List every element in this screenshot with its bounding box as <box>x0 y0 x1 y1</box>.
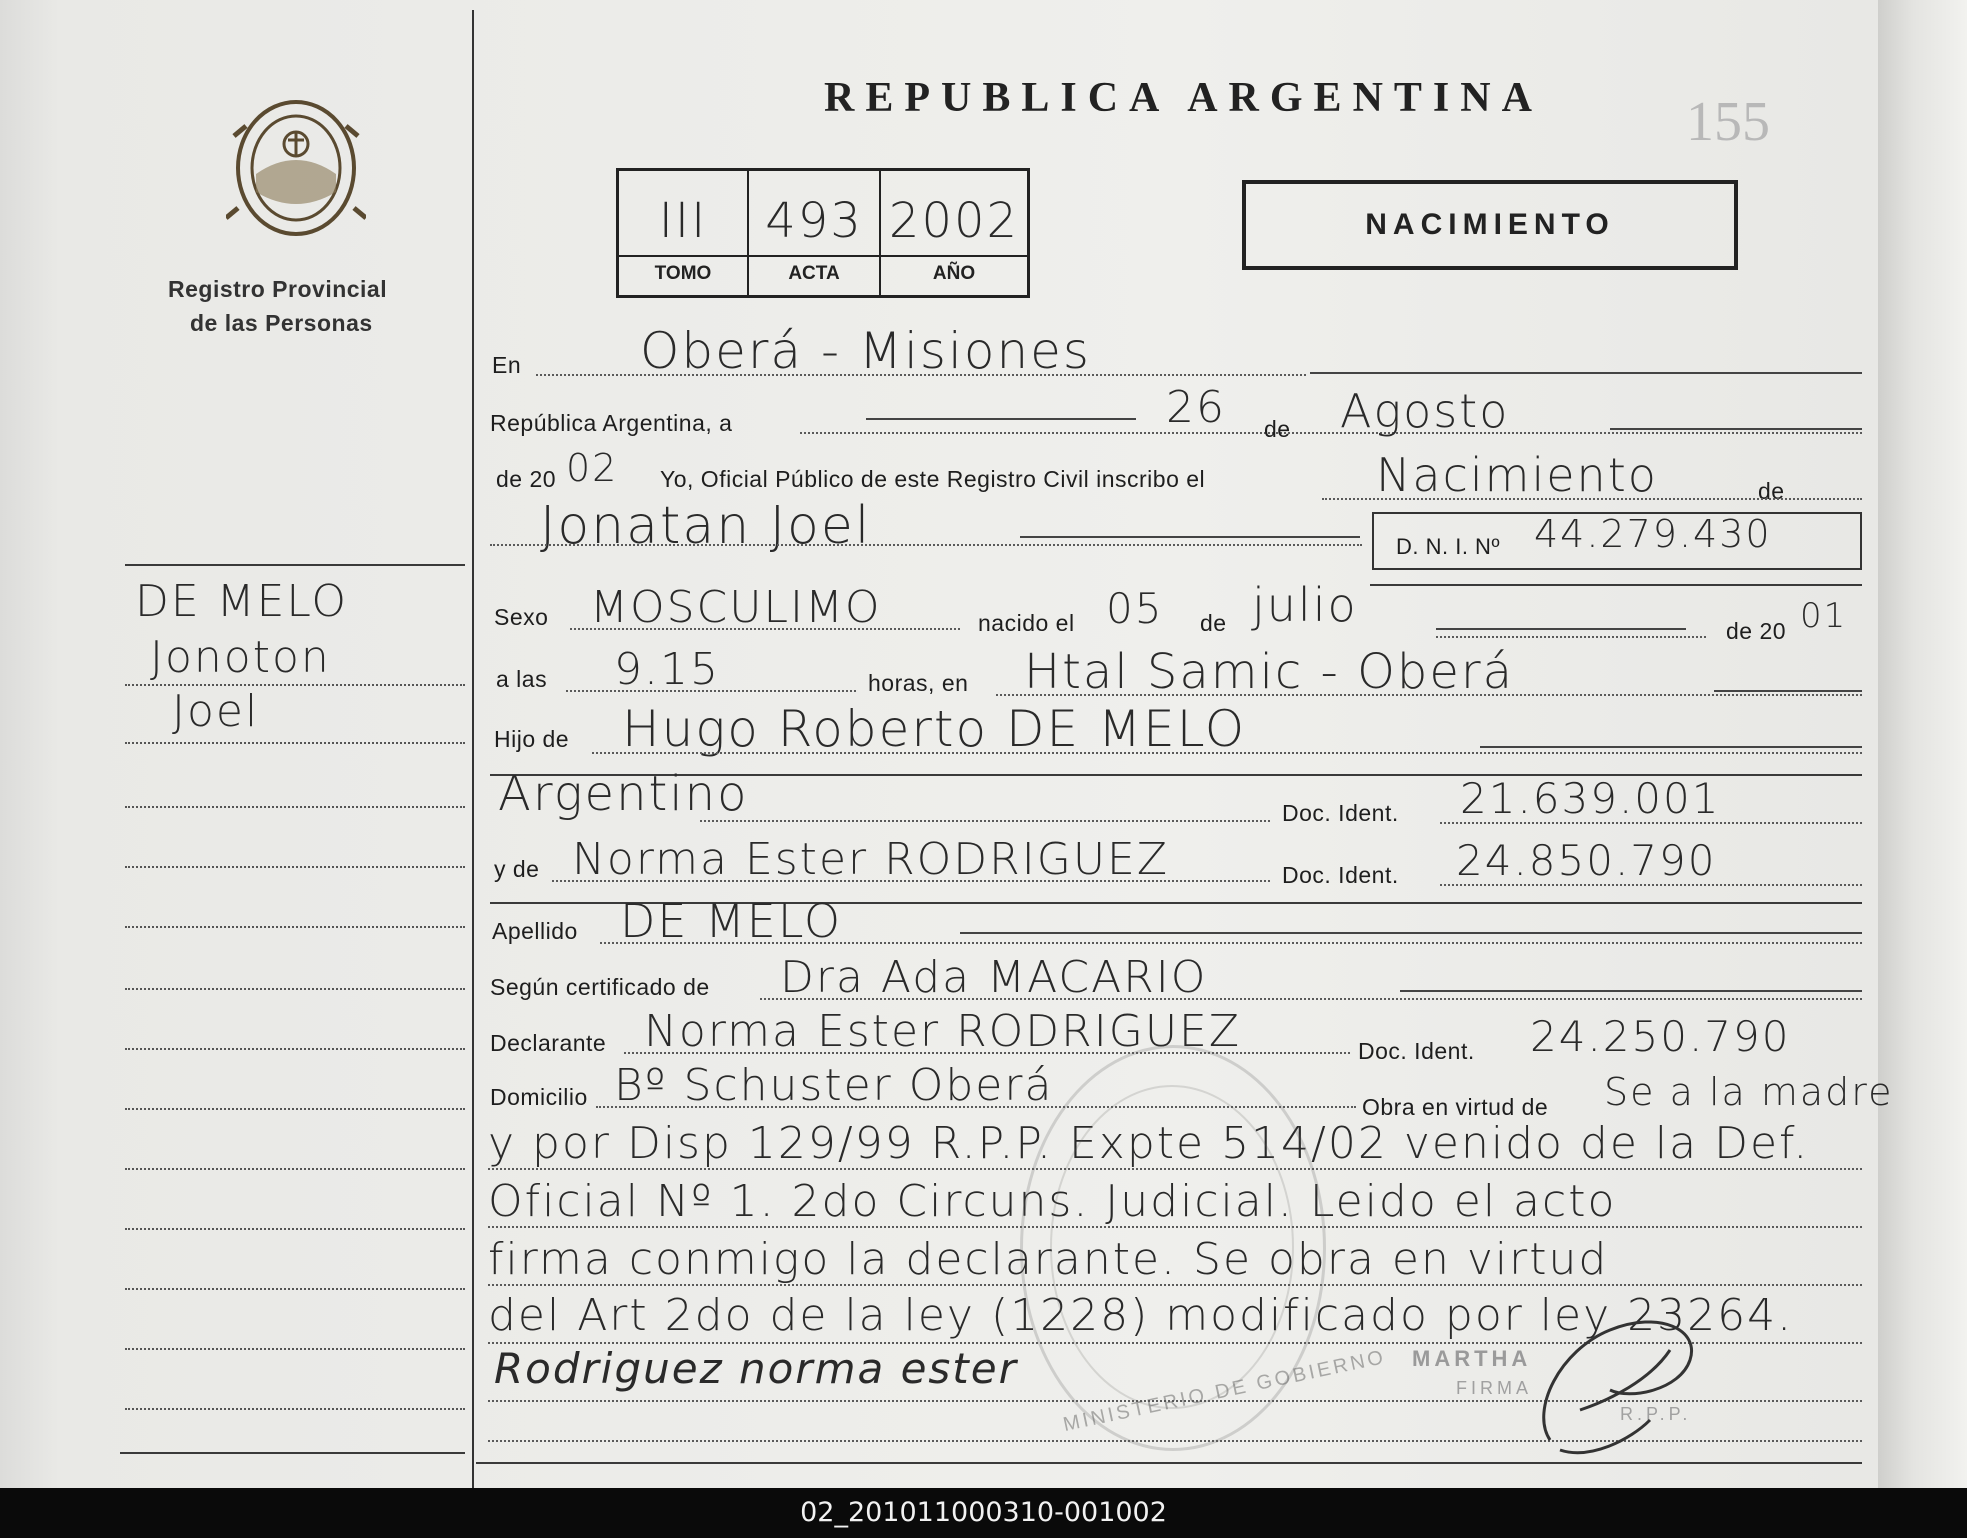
dni-value: 44.279.430 <box>1534 512 1772 556</box>
declarante-doc-value: 24.250.790 <box>1530 1012 1791 1061</box>
dotted-line <box>570 628 960 630</box>
dotted-line <box>1436 636 1706 638</box>
obra-label: Obra en virtud de <box>1362 1094 1549 1120</box>
dotted-line <box>592 752 1862 754</box>
nacido-year-prefix: de 20 <box>1726 618 1787 644</box>
nacido-de: de <box>1200 610 1227 636</box>
year-prefix: de 20 <box>496 466 557 492</box>
note-line-1: y por Disp 129/99 R.P.P. Expte 514/02 venido de la Def. <box>488 1118 1810 1169</box>
lugar-value: Htal Samic - Oberá <box>1024 644 1515 700</box>
institution-name-sub: de las Personas <box>190 310 373 336</box>
officer-signature-icon <box>1520 1290 1720 1480</box>
margin-line <box>125 1348 465 1350</box>
inscribo-value: Nacimiento <box>1376 448 1658 502</box>
de-label: de <box>1264 416 1291 442</box>
pen-line <box>1714 690 1862 692</box>
margin-top-rule <box>125 564 465 566</box>
domicilio-value: Bº Schuster Oberá <box>614 1060 1054 1111</box>
margin-line <box>125 1288 465 1290</box>
dotted-line <box>1440 822 1862 824</box>
margin-line <box>125 1168 465 1170</box>
round-stamp-text: MINISTERIO DE GOBIERNO <box>1061 1346 1388 1437</box>
nacido-label: nacido el <box>978 610 1075 636</box>
madre-doc-label: Doc. Ident. <box>1282 862 1399 888</box>
segun-value: Dra Ada MACARIO <box>780 952 1208 1003</box>
dotted-line <box>566 690 856 692</box>
segun-label: Según certificado de <box>490 974 710 1000</box>
note-line-2: Oficial Nº 1. 2do Circuns. Judicial. Leido el acto <box>488 1176 1617 1227</box>
margin-line <box>125 926 465 928</box>
apellido-value: DE MELO <box>620 894 843 948</box>
document-title: REPUBLICA ARGENTINA <box>824 75 1543 121</box>
margin-surname: DE MELO <box>135 576 349 627</box>
note-line-3: firma conmigo la declarante. Se obra en virtud <box>488 1234 1609 1285</box>
dotted-line <box>760 998 1862 1000</box>
en-label: En <box>492 352 522 378</box>
inscribo-de: de <box>1758 478 1785 504</box>
horas-label: horas, en <box>868 670 969 696</box>
margin-name2: Joel <box>172 686 260 737</box>
dotted-line <box>700 820 1270 822</box>
yo-text: Yo, Oficial Público de este Registro Civil inscribo el <box>660 466 1206 492</box>
margin-name: Jonoton <box>150 632 331 683</box>
dotted-line <box>1440 884 1862 886</box>
year-suffix: 02 <box>566 446 619 490</box>
hora-value: 9.15 <box>614 644 720 695</box>
dotted-line <box>996 694 1862 696</box>
domicilio-label: Domicilio <box>490 1084 588 1110</box>
republica-label: República Argentina, a <box>490 410 733 436</box>
nacido-year-suffix: 01 <box>1800 596 1848 636</box>
hijo-label: Hijo de <box>494 726 570 752</box>
official-round-stamp-inner <box>1050 1085 1294 1409</box>
margin-line <box>125 1108 465 1110</box>
pen-line <box>866 418 1136 420</box>
padre-doc-value: 21.639.001 <box>1460 774 1721 823</box>
apellido-label: Apellido <box>492 918 578 944</box>
tomo-label: TOMO <box>654 263 712 284</box>
padre-value: Hugo Roberto DE MELO <box>622 700 1247 758</box>
dotted-line <box>800 432 1862 434</box>
pen-line <box>1020 536 1360 538</box>
declarante-doc-label: Doc. Ident. <box>1358 1038 1475 1064</box>
madre-doc-value: 24.850.790 <box>1456 836 1717 885</box>
margin-line <box>125 806 465 808</box>
pen-line <box>1310 372 1862 374</box>
provincial-seal-icon <box>226 96 366 246</box>
footer-code: 02_201011000310-001002 <box>0 1488 1967 1538</box>
sexo-value: MOSCULIMO <box>590 582 882 633</box>
pen-line <box>1610 428 1862 430</box>
acta-cell <box>749 171 881 295</box>
officer-stamp-line1: MARTHA <box>1412 1346 1532 1371</box>
en-value: Oberá - Misiones <box>640 322 1091 380</box>
tomo-cell <box>619 171 749 295</box>
institution-name: Registro Provincial <box>168 276 388 302</box>
padre-doc-label: Doc. Ident. <box>1282 800 1399 826</box>
ano-cell <box>881 171 1027 295</box>
acta-label: ACTA <box>788 263 840 284</box>
padre-nacionalidad: Argentino <box>498 766 749 822</box>
margin-line <box>125 1408 465 1410</box>
officer-stamp-line3: R.P.P. <box>1620 1404 1692 1424</box>
sexo-label: Sexo <box>494 604 549 630</box>
obra-value: Se a la madre <box>1604 1070 1894 1114</box>
note-line-4: del Art 2do de la ley (1228) modificado por ley 23264. <box>488 1290 1794 1341</box>
officer-stamp-line2: FIRMA <box>1456 1378 1532 1398</box>
alas-label: a las <box>496 666 548 692</box>
pen-line <box>1400 990 1862 992</box>
margin-line <box>125 1228 465 1230</box>
ano-value: 2002 <box>888 193 1020 249</box>
ano-label: AÑO <box>932 263 976 284</box>
margin-line <box>125 742 465 744</box>
margin-line <box>125 988 465 990</box>
declarant-signature: Rodriguez norma ester <box>494 1344 1018 1393</box>
margin-divider <box>472 10 474 1488</box>
pen-line <box>1436 628 1686 630</box>
margin-bottom-rule <box>120 1452 465 1454</box>
madre-label: y de <box>494 856 540 882</box>
margin-line <box>125 866 465 868</box>
page-edge <box>1878 0 1967 1488</box>
document-type-box: NACIMIENTO <box>1242 180 1738 270</box>
pen-line <box>960 932 1862 934</box>
acta-value: 493 <box>765 193 863 249</box>
rule-line <box>1370 584 1862 586</box>
pen-line <box>1480 746 1862 748</box>
dotted-line <box>490 544 1362 546</box>
margin-line <box>125 1048 465 1050</box>
tomo-value: III <box>658 193 708 249</box>
dotted-line <box>600 942 1862 944</box>
registry-table <box>616 168 1030 298</box>
madre-value: Norma Ester RODRIGUEZ <box>572 834 1169 885</box>
dotted-line <box>1322 498 1862 500</box>
dotted-line <box>552 880 1270 882</box>
name-value: Jonatan Joel <box>540 496 872 556</box>
dotted-line <box>624 1052 1350 1054</box>
document-number: 155 <box>1686 91 1770 153</box>
margin-line <box>125 684 465 686</box>
dni-label: D. N. I. Nº <box>1396 534 1500 559</box>
day-value: 26 <box>1166 382 1226 433</box>
nacido-month: julio <box>1252 578 1358 632</box>
declarante-label: Declarante <box>490 1030 607 1056</box>
declarante-value: Norma Ester RODRIGUEZ <box>644 1006 1241 1057</box>
nacido-day: 05 <box>1106 584 1164 633</box>
month-value: Agosto <box>1340 384 1510 438</box>
